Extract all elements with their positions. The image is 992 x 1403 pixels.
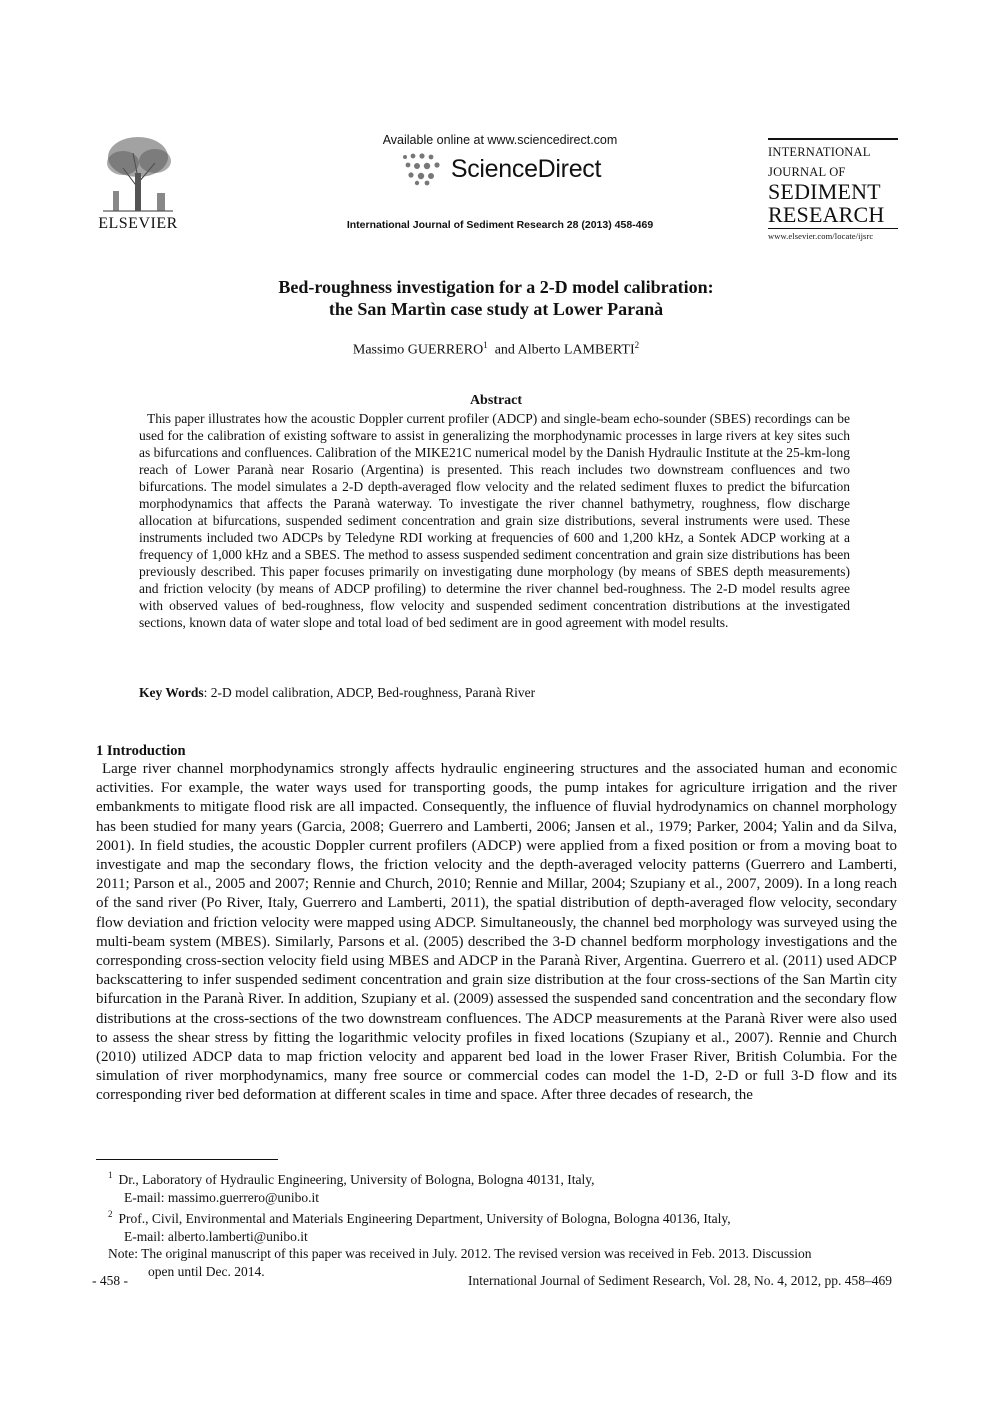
footnote-2-mark: 2 (108, 1209, 113, 1219)
author-1: Massimo GUERRERO (352, 342, 484, 358)
author-2-affiliation-mark: 2 (634, 340, 640, 350)
journal-logo-url: www.elsevier.com/locate/ijsrc (768, 228, 898, 241)
sciencedirect-banner (340, 133, 660, 187)
sciencedirect-dots-icon (399, 151, 445, 187)
footnote-2-email: E-mail: alberto.lamberti@unibo.it (124, 1228, 308, 1244)
journal-logo-line1: INTERNATIONAL (768, 145, 871, 159)
journal-logo (768, 138, 898, 241)
footnote-2 (108, 1206, 898, 1228)
elsevier-tree-icon (93, 133, 183, 213)
journal-logo-line4: RESEARCH (768, 202, 885, 227)
manuscript-note: Note: The original manuscript of this paper was received in July. 2012. The revised version was received in Feb. 2013. Discussion (108, 1246, 812, 1261)
author-2: and Alberto LAMBERTI (494, 342, 635, 358)
footer-journal: International Journal of Sediment Research, Vol. 28, No. 4, 2012, pp. 458–469 (468, 1273, 892, 1288)
manuscript-note-cont: open until Dec. 2014. (148, 1263, 265, 1279)
footnote-1 (108, 1167, 898, 1189)
section-heading: 1 Introduction (96, 743, 186, 759)
footnote-1-email: E-mail: massimo.guerrero@unibo.it (124, 1189, 320, 1205)
section-body: Large river channel morphodynamics strongly affects hydraulic engineering structures and the associated human and economic activities. For example, the water ways used for transporting goods, the pump intakes for agriculture irrigation and the river embankments to mitigate flood risk are all impacted. Consequently, the influence of fluvial hydrodynamics on channel morphology has been studied for many years (Garcia, 2008; Guerrero and Lamberti, 2006; Jansen et al., 1979; Parker, 2004; Yalin and da Silva, 2001). In field studies, the acoustic Doppler current profilers (ADCP) were applied from a fixed position or from a moving boat to investigate and map the secondary flows, the friction velocity and the depth-averaged velocity patterns (Guerrero and Lamberti, 2011; Parson et al., 2005 and 2007; Rennie and Church, 2010; Rennie and Millar, 2004; Szupiany et al., 2007, 2009). In a long reach of the sand river (Po River, Italy, Guerrero and Lamberti, 2011), the spatial distribution of depth-averaged flow velocity, secondary flow deviation and friction velocity were mapped using ADCP. Simultaneously, the channel bed morphology was surveyed using the multi-beam system (MBES). Similarly, Parsons et al. (2005) described the 3-D channel bedform morphology investigations and the corresponding cross-section velocity field using MBES and ADCP in the Paranà River, Argentina. Guerrero et al. (2011) used ADCP backscattering to infer suspended sediment concentration and grain size distribution at the four cross-sections of the San Martìn city bifurcation in the Paranà River. In addition, Szupiany et al. (2009) assessed the suspended sand concentration and the secondary flow distributions at the cross-sections of the two downstream confluences. The ADCP measurements at the Paranà River were also used to assess the shear stress by fitting the logarithmic velocity profiles in fixed locations (Szupiany et al., 2007). Rennie and Church (2010) utilized ADCP data to map friction velocity and apparent bed load in the lower Fraser River, British Columbia. For the simulation of river morphodynamics, many free source or commercial codes can model the 1-D, 2-D or full 3-D flow and its corresponding river bed deformation at different scales in time and space. After three decades of research, the (96, 761, 897, 1104)
elsevier-logo (88, 133, 188, 233)
journal-logo-line2: JOURNAL OF (768, 165, 846, 179)
article-title (96, 276, 896, 320)
journal-citation: International Journal of Sediment Research 28 (2013) 458-469 (346, 219, 654, 231)
footnote-divider (96, 1159, 278, 1160)
keywords-list: : 2-D model calibration, ADCP, Bed-roughness, Paranà River (203, 685, 536, 700)
keywords-label: Key Words (139, 685, 204, 700)
footnote-2-affiliation: Prof., Civil, Environmental and Materials Engineering Department, University of Bologna, Bologna 40136, Italy, (118, 1211, 731, 1226)
title-line-2: the San Martìn case study at Lower Paranà (328, 299, 664, 319)
title-line-1: Bed-roughness investigation for a 2-D model calibration: (278, 277, 714, 297)
publisher-name: ELSEVIER (98, 215, 178, 232)
author-1-affiliation-mark: 1 (483, 340, 488, 350)
abstract-body: This paper illustrates how the acoustic Doppler current profiler (ADCP) and single-beam echo-sounder (SBES) recordings can be used for the calibration of existing software to assist in generalizing the morphodynamic processes in large rivers at key sites such as bifurcations and confluences. Calibration of the MIKE21C numerical model by the Danish Hydraulic Institute at the 25-km-long reach of Lower Paranà near Rosario (Argentina) is presented. This reach includes two downstream confluences and two bifurcations. The model simulates a 2-D depth-averaged flow velocity and the related sediment fluxes to predict the bifurcation morphodynamics that affects the Paranà waterway. To investigate the river channel bathymetry, roughness, flow discharge allocation at bifurcations, suspended sediment concentration and grain size distributions, several instruments were used. These instruments included two ADCPs by Teledyne RDI working at frequencies of 600 and 1,200 kHz, a Sontek ADCP working at a frequency of 1,000 kHz and a SBES. The method to assess suspended sediment concentration and grain size distributions has been previously described. This paper focuses primarily on investigating dune morphology (by means of SBES depth measurements) and friction velocity (by means of ADCP profiling) to determine the river channel bed-roughness. The 2-D model results agree with observed values of bed-roughness, flow velocity and suspended sediment concentration distributions at the investigated sections, known data of water slope and total load of bed sediment are in good agreement with model results. (139, 411, 850, 630)
author-list (96, 340, 896, 359)
footnotes (108, 1167, 898, 1280)
abstract-heading: Abstract (469, 393, 523, 408)
page-number: - 458 - (92, 1273, 128, 1288)
available-online-text: Available online at www.sciencedirect.com (382, 133, 618, 147)
journal-logo-line3: SEDIMENT (768, 179, 881, 204)
footnote-1-mark: 1 (108, 1170, 113, 1180)
sciencedirect-wordmark: ScienceDirect (450, 154, 602, 183)
footnote-1-affiliation: Dr., Laboratory of Hydraulic Engineering, University of Bologna, Bologna 40131, Italy, (118, 1172, 595, 1187)
keywords (139, 685, 850, 701)
